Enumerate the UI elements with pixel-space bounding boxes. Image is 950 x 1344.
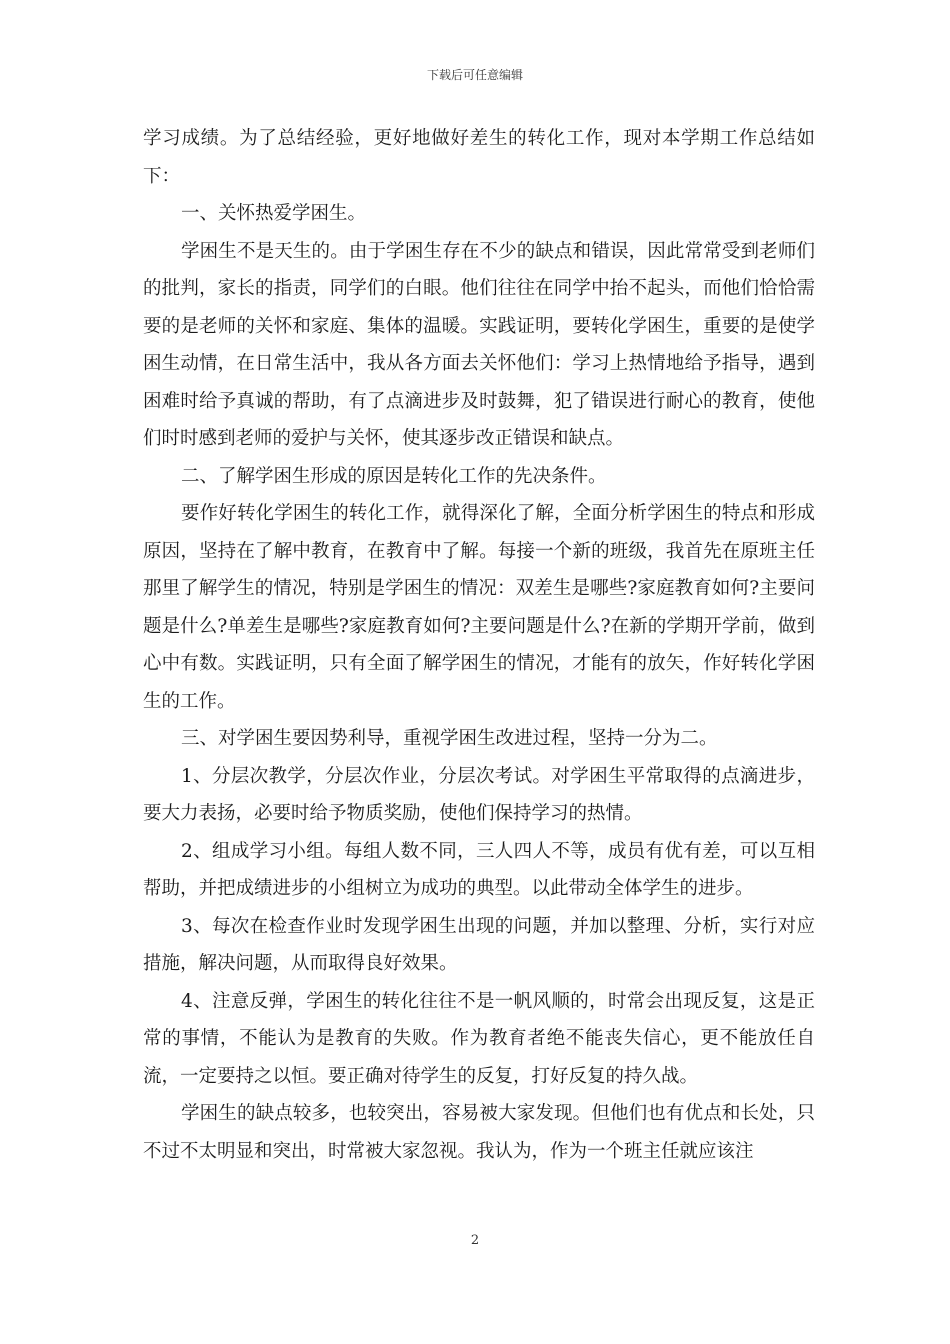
list-item-4: 4、注意反弹，学困生的转化往往不是一帆风顺的，时常会出现反复，这是正常的事情，不能认为是教育的失败。作为教育者绝不能丧失信心，更不能放任自流，一定要持之以恒。要正确对待学生的反复，打好反复的持久战。: [143, 990, 815, 1087]
paragraph: 要作好转化学困生的转化工作，就得深化了解，全面分析学困生的特点和形成原因，坚持在了解中教育，在教育中了解。每接一个新的班级，我首先在原班主任那里了解学生的情况，特别是学困生的情况：双差生是哪些?家庭教育如何?主要问题是什么?单差生是哪些?家庭教育如何?主要问题是什么?在新的学期开学前，做到心中有数。实践证明，只有全面了解学困生的情况，才能有的放矢，作好转化学困生的工作。: [143, 503, 815, 712]
page-header: 下载后可任意编辑: [426, 68, 523, 82]
list-item-1: 1、分层次教学，分层次作业，分层次考试。对学困生平常取得的点滴进步，要大力表扬，必要时给予物质奖励，使他们保持学习的热情。: [143, 765, 815, 824]
paragraph: 学困生不是天生的。由于学困生存在不少的缺点和错误，因此常常受到老师们的批判，家长的指责，同学们的白眼。他们往往在同学中抬不起头，而他们恰恰需要的是老师的关怀和家庭、集体的温暖。实践证明，要转化学困生，重要的是使学困生动情，在日常生活中，我从各方面去关怀他们：学习上热情地给予指导，遇到困难时给予真诚的帮助，有了点滴进步及时鼓舞，犯了错误进行耐心的教育，使他们时时感到老师的爱护与关怀，使其逐步改正错误和缺点。: [143, 240, 815, 449]
list-item-3: 3、每次在检查作业时发现学困生出现的问题，并加以整理、分析，实行对应措施，解决问题，从而取得良好效果。: [143, 915, 815, 974]
section-heading-3: 三、对学困生要因势利导，重视学困生改进过程，坚持一分为二。: [181, 728, 718, 749]
section-heading-2: 二、了解学困生形成的原因是转化工作的先决条件。: [181, 465, 607, 487]
page-number: 2: [470, 1233, 480, 1248]
document-body: [143, 120, 815, 1170]
section-heading-1: 一、关怀热爱学困生。: [181, 203, 367, 224]
paragraph-continuation: 学习成绩。为了总结经验，更好地做好差生的转化工作，现对本学期工作总结如下：: [143, 128, 815, 187]
list-item-2: 2、组成学习小组。每组人数不同，三人四人不等，成员有优有差，可以互相帮助，并把成绩进步的小组树立为成功的典型。以此带动全体学生的进步。: [143, 840, 815, 899]
paragraph: 学困生的缺点较多，也较突出，容易被大家发现。但他们也有优点和长处，只不过不太明显和突出，时常被大家忽视。我认为，作为一个班主任就应该注: [143, 1103, 815, 1162]
